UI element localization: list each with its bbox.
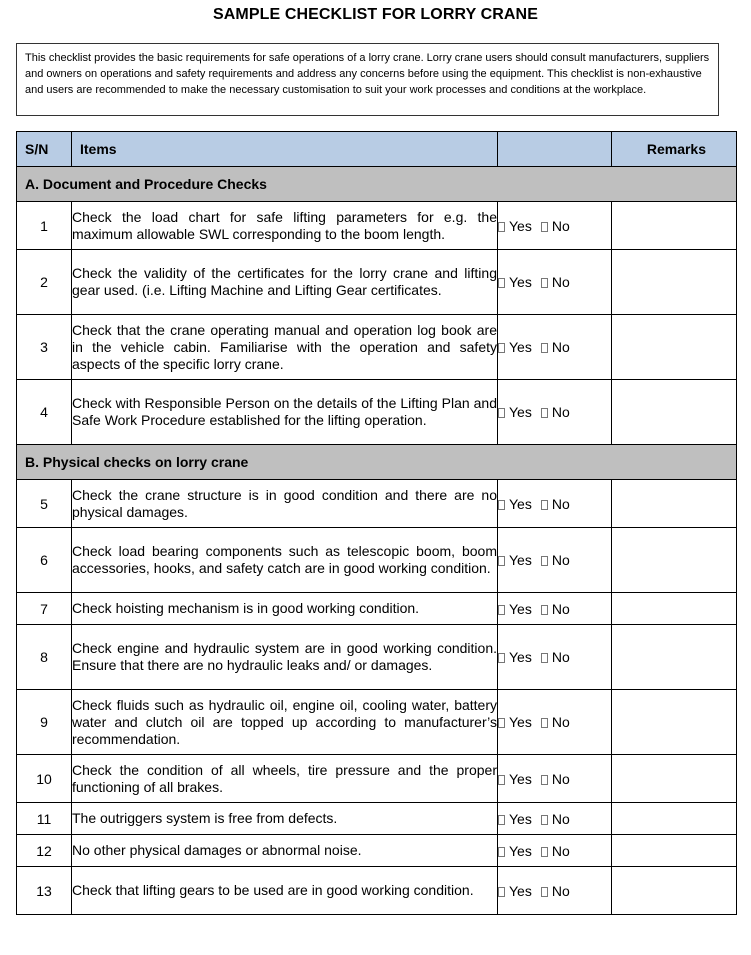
table-header-row <box>17 132 737 167</box>
checkbox-icon[interactable] <box>498 222 505 232</box>
yes-label: Yes <box>509 217 532 234</box>
yes-option[interactable] <box>498 771 532 787</box>
remarks-cell[interactable] <box>612 755 737 803</box>
yes-no-cell <box>498 625 612 690</box>
row-sn: 1 <box>17 202 72 250</box>
remarks-cell[interactable] <box>612 315 737 380</box>
checkbox-icon[interactable] <box>541 775 548 785</box>
row-item-text: Check the crane structure is in good condition and there are no physical damages. <box>72 480 498 528</box>
yes-no-cell <box>498 380 612 445</box>
no-label: No <box>551 339 570 355</box>
remarks-cell[interactable] <box>612 528 737 593</box>
checkbox-icon[interactable] <box>541 556 548 566</box>
yes-label: Yes <box>509 882 532 899</box>
yes-no-cell <box>498 803 612 835</box>
no-option[interactable] <box>541 843 570 859</box>
no-option[interactable] <box>541 496 570 512</box>
no-option[interactable] <box>541 339 570 355</box>
row-item-text: Check with Responsible Person on the details of the Lifting Plan and Safe Work Procedure established for the lifting operation. <box>72 380 498 445</box>
checklist-table <box>16 131 737 915</box>
yes-option[interactable] <box>498 811 532 827</box>
row-sn: 12 <box>17 835 72 867</box>
yes-no-cell <box>498 528 612 593</box>
no-option[interactable] <box>541 404 570 420</box>
yes-label: Yes <box>509 339 532 355</box>
row-item-text: Check that lifting gears to be used are in good working condition. <box>72 867 498 915</box>
checkbox-icon[interactable] <box>541 815 548 825</box>
yes-option[interactable] <box>498 218 532 234</box>
checkbox-icon[interactable] <box>498 556 505 566</box>
yes-label: Yes <box>509 552 532 568</box>
remarks-cell[interactable] <box>612 835 737 867</box>
yes-option[interactable] <box>498 274 532 290</box>
row-sn: 13 <box>17 867 72 915</box>
yes-no-cell <box>498 867 612 915</box>
no-option[interactable] <box>541 601 570 617</box>
no-label: No <box>551 600 570 617</box>
table-row <box>17 625 737 690</box>
document-title: SAMPLE CHECKLIST FOR LORRY CRANE <box>213 6 538 23</box>
section-title: B. Physical checks on lorry crane <box>17 445 737 480</box>
remarks-cell[interactable] <box>612 690 737 755</box>
no-option[interactable] <box>541 811 570 827</box>
yes-label: Yes <box>509 600 532 617</box>
table-row <box>17 528 737 593</box>
checkbox-icon[interactable] <box>541 500 548 510</box>
row-sn: 8 <box>17 625 72 690</box>
header-sn: S/N <box>17 132 72 167</box>
yes-no-cell <box>498 315 612 380</box>
no-label: No <box>551 649 570 665</box>
checkbox-icon[interactable] <box>541 222 548 232</box>
header-items: Items <box>72 132 498 167</box>
yes-no-cell <box>498 593 612 625</box>
yes-label: Yes <box>509 714 532 730</box>
yes-no-cell <box>498 835 612 867</box>
remarks-cell[interactable] <box>612 625 737 690</box>
checkbox-icon[interactable] <box>541 278 548 288</box>
checkbox-icon[interactable] <box>541 718 548 728</box>
row-sn: 5 <box>17 480 72 528</box>
section-row <box>17 167 737 202</box>
row-sn: 2 <box>17 250 72 315</box>
no-label: No <box>551 217 570 234</box>
no-label: No <box>551 552 570 568</box>
yes-no-cell <box>498 250 612 315</box>
remarks-cell[interactable] <box>612 480 737 528</box>
header-remarks: Remarks <box>612 132 737 167</box>
no-label: No <box>551 274 570 290</box>
yes-label: Yes <box>509 495 532 512</box>
yes-no-cell <box>498 755 612 803</box>
row-sn: 9 <box>17 690 72 755</box>
remarks-cell[interactable] <box>612 803 737 835</box>
yes-option[interactable] <box>498 404 532 420</box>
no-label: No <box>551 770 570 787</box>
section-title: A. Document and Procedure Checks <box>17 167 737 202</box>
row-sn: 4 <box>17 380 72 445</box>
checkbox-icon[interactable] <box>541 847 548 857</box>
row-sn: 7 <box>17 593 72 625</box>
table-row <box>17 835 737 867</box>
yes-option[interactable] <box>498 339 532 355</box>
row-sn: 6 <box>17 528 72 593</box>
no-option[interactable] <box>541 552 570 568</box>
table-row <box>17 803 737 835</box>
table-row <box>17 755 737 803</box>
checkbox-icon[interactable] <box>498 815 505 825</box>
yes-option[interactable] <box>498 552 532 568</box>
yes-option[interactable] <box>498 601 532 617</box>
checkbox-icon[interactable] <box>541 887 548 897</box>
remarks-cell[interactable] <box>612 202 737 250</box>
no-option[interactable] <box>541 714 570 730</box>
table-row <box>17 380 737 445</box>
header-check <box>498 132 612 167</box>
checkbox-icon[interactable] <box>498 278 505 288</box>
row-item-text: Check fluids such as hydraulic oil, engine oil, cooling water, battery water and clutch oil are topped up according to manufacturer’s recommendation. <box>72 690 498 755</box>
no-label: No <box>551 404 570 420</box>
table-row <box>17 202 737 250</box>
row-item-text: No other physical damages or abnormal noise. <box>72 835 498 867</box>
remarks-cell[interactable] <box>612 250 737 315</box>
checkbox-icon[interactable] <box>498 847 505 857</box>
table-row <box>17 480 737 528</box>
row-item-text: Check the condition of all wheels, tire pressure and the proper functioning of all brakes. <box>72 755 498 803</box>
yes-label: Yes <box>509 770 532 787</box>
yes-no-cell <box>498 480 612 528</box>
checkbox-icon[interactable] <box>498 408 505 418</box>
yes-label: Yes <box>509 404 532 420</box>
remarks-cell[interactable] <box>612 593 737 625</box>
no-option[interactable] <box>541 274 570 290</box>
row-sn: 10 <box>17 755 72 803</box>
row-item-text: Check hoisting mechanism is in good working condition. <box>72 593 498 625</box>
no-label: No <box>551 810 570 827</box>
row-item-text: Check that the crane operating manual and operation log book are in the vehicle cabin. Familiarise with the operation and safety aspects of the specific lorry crane. <box>72 315 498 380</box>
yes-option[interactable] <box>498 714 532 730</box>
intro-box: This checklist provides the basic requirements for safe operations of a lorry crane. Lorry crane users should consult manufacturers, suppliers and owners on operations and safety requirements and address any concerns before using the equipment. This checklist is non-exhaustive and users are recommended to make the necessary customisation to suit your work processes and conditions at the workplace. <box>16 43 719 116</box>
no-option[interactable] <box>541 649 570 665</box>
yes-no-cell <box>498 690 612 755</box>
no-option[interactable] <box>541 771 570 787</box>
row-sn: 3 <box>17 315 72 380</box>
row-item-text: Check engine and hydraulic system are in good working condition. Ensure that there are no hydraulic leaks and/ or damages. <box>72 625 498 690</box>
checkbox-icon[interactable] <box>541 653 548 663</box>
yes-label: Yes <box>509 810 532 827</box>
no-label: No <box>551 714 570 730</box>
table-row <box>17 867 737 915</box>
yes-option[interactable] <box>498 843 532 859</box>
yes-option[interactable] <box>498 649 532 665</box>
row-sn: 11 <box>17 803 72 835</box>
checkbox-icon[interactable] <box>498 605 505 615</box>
checkbox-icon[interactable] <box>541 408 548 418</box>
table-row <box>17 315 737 380</box>
checkbox-icon[interactable] <box>498 775 505 785</box>
yes-label: Yes <box>509 274 532 290</box>
checkbox-icon[interactable] <box>498 343 505 353</box>
no-label: No <box>551 882 570 899</box>
yes-option[interactable] <box>498 883 532 899</box>
row-item-text: Check the load chart for safe lifting parameters for e.g. the maximum allowable SWL corresponding to the boom length. <box>72 202 498 250</box>
remarks-cell[interactable] <box>612 867 737 915</box>
no-option[interactable] <box>541 883 570 899</box>
table-row <box>17 690 737 755</box>
section-row <box>17 445 737 480</box>
checkbox-icon[interactable] <box>498 500 505 510</box>
no-label: No <box>551 495 570 512</box>
yes-no-cell <box>498 202 612 250</box>
remarks-cell[interactable] <box>612 380 737 445</box>
row-item-text: Check load bearing components such as telescopic boom, boom accessories, hooks, and safety catch are in good working condition. <box>72 528 498 593</box>
checkbox-icon[interactable] <box>498 887 505 897</box>
row-item-text: The outriggers system is free from defects. <box>72 803 498 835</box>
yes-label: Yes <box>509 649 532 665</box>
checkbox-icon[interactable] <box>541 605 548 615</box>
table-row <box>17 250 737 315</box>
no-label: No <box>551 842 570 859</box>
yes-label: Yes <box>509 842 532 859</box>
checkbox-icon[interactable] <box>541 343 548 353</box>
row-item-text: Check the validity of the certificates for the lorry crane and lifting gear used. (i.e. Lifting Machine and Lifting Gear certificates. <box>72 250 498 315</box>
table-row <box>17 593 737 625</box>
no-option[interactable] <box>541 218 570 234</box>
checkbox-icon[interactable] <box>498 718 505 728</box>
checkbox-icon[interactable] <box>498 653 505 663</box>
yes-option[interactable] <box>498 496 532 512</box>
